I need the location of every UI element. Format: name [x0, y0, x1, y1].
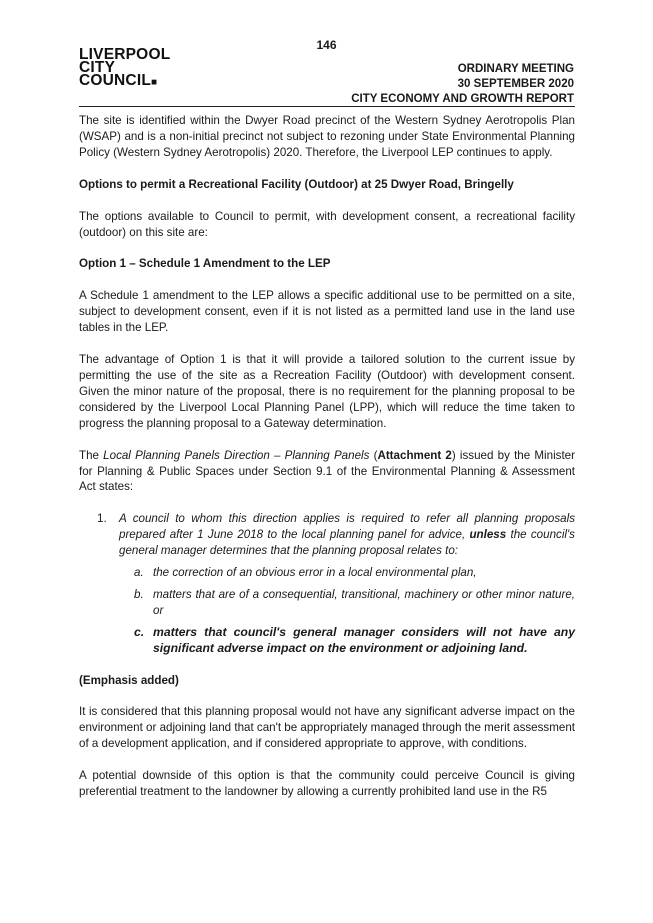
text-run: the council's general manager determines that the planning proposal relates to:: [119, 528, 575, 558]
report-title: CITY ECONOMY AND GROWTH REPORT: [351, 93, 574, 105]
paragraph: It is considered that this planning proposal would not have any significant adverse impact on the environment or adjoining land that can't be appropriately managed through the merit assessment of a development application, and if considered appropriate to approve, with conditions.: [79, 705, 575, 751]
text-run: ) issued by the Minister for Planning & Public Spaces under Section 9.1 of the Environmental Planning & Assessment Act states:: [79, 448, 575, 494]
text-run: The: [79, 448, 104, 462]
quote-number: 1.: [97, 512, 107, 526]
paragraph: The site is identified within the Dwyer Road precinct of the Western Sydney Aerotropolis Plan (WSAP) and is a non-initial precinct not subject to rezoning under State Environmental Planning Policy (Western Sydney Aerotropolis) 2020. Therefore, the Liverpool LEP continues to apply.: [79, 114, 575, 159]
subitem-text: matters that are of a consequential, transitional, machinery or other minor nature, or: [153, 587, 575, 617]
section-heading: (Emphasis added): [79, 673, 179, 687]
subitem-letter: a.: [134, 566, 144, 580]
subitem-letter: b.: [134, 587, 144, 601]
meeting-date: 30 SEPTEMBER 2020: [457, 78, 574, 90]
report-header: [351, 62, 574, 107]
direction-quote: [79, 511, 575, 656]
header-divider: [79, 106, 575, 107]
paragraph: The advantage of Option 1 is that it will provide a tailored solution to the current issue by permitting the use of the site as a Recreation Facility (Outdoor) with development consent. Given the minor nature of the proposal, there is no requirement for the planning proposal to be considered by the Liverpool Local Planning Panel (LPP), which will reduce the time taken to progress the planning proposal to a Gateway determination.: [79, 353, 575, 430]
quote-subitem: [134, 565, 575, 581]
logo-line: LIVERPOOL: [79, 46, 171, 63]
paragraph: A Schedule 1 amendment to the LEP allows a specific additional use to be permitted on a site, subject to development consent, even if it is not listed as a permitted land use in the land use tables in the LEP.: [79, 289, 575, 335]
section-heading: Option 1 – Schedule 1 Amendment to the LEP: [79, 257, 331, 271]
quote-item: [97, 511, 575, 559]
subitem-text: the correction of an obvious error in a local environmental plan,: [153, 566, 477, 580]
paragraph: The options available to Council to permit, with development consent, a recreational facility (outdoor) on this site are:: [79, 209, 575, 239]
emphasis: unless: [469, 528, 507, 542]
direction-title: Local Planning Panels Direction – Planning Panels: [103, 448, 370, 462]
logo-mark: ■: [151, 77, 158, 88]
report-body: [79, 113, 575, 816]
attachment-reference: Attachment 2: [377, 448, 452, 462]
quote-subitem: [134, 625, 575, 657]
council-logo: [79, 48, 170, 89]
paragraph: [79, 448, 575, 496]
subitem-letter: c.: [134, 624, 145, 639]
text-run: A council to whom this direction applies is required to refer all planning proposals prepared after 1 June 2018 to the local planning panel for advice,: [119, 512, 575, 542]
subitem-text: matters that council's general manager considers will not have any significant adverse impact on the environment or adjoining land.: [153, 624, 575, 655]
quote-subitem: [134, 587, 575, 619]
paragraph: A potential downside of this option is that the community could perceive Council is giving preferential treatment to the landowner by allowing a currently prohibited land use in the R5: [79, 769, 575, 799]
logo-line: COUNCIL: [79, 72, 152, 89]
section-heading: Options to permit a Recreational Facility (Outdoor) at 25 Dwyer Road, Bringelly: [79, 177, 514, 191]
logo-line: CITY: [79, 59, 116, 76]
page-number: 146: [316, 38, 337, 52]
text-run: (: [369, 448, 378, 462]
meeting-title: ORDINARY MEETING: [457, 63, 574, 75]
